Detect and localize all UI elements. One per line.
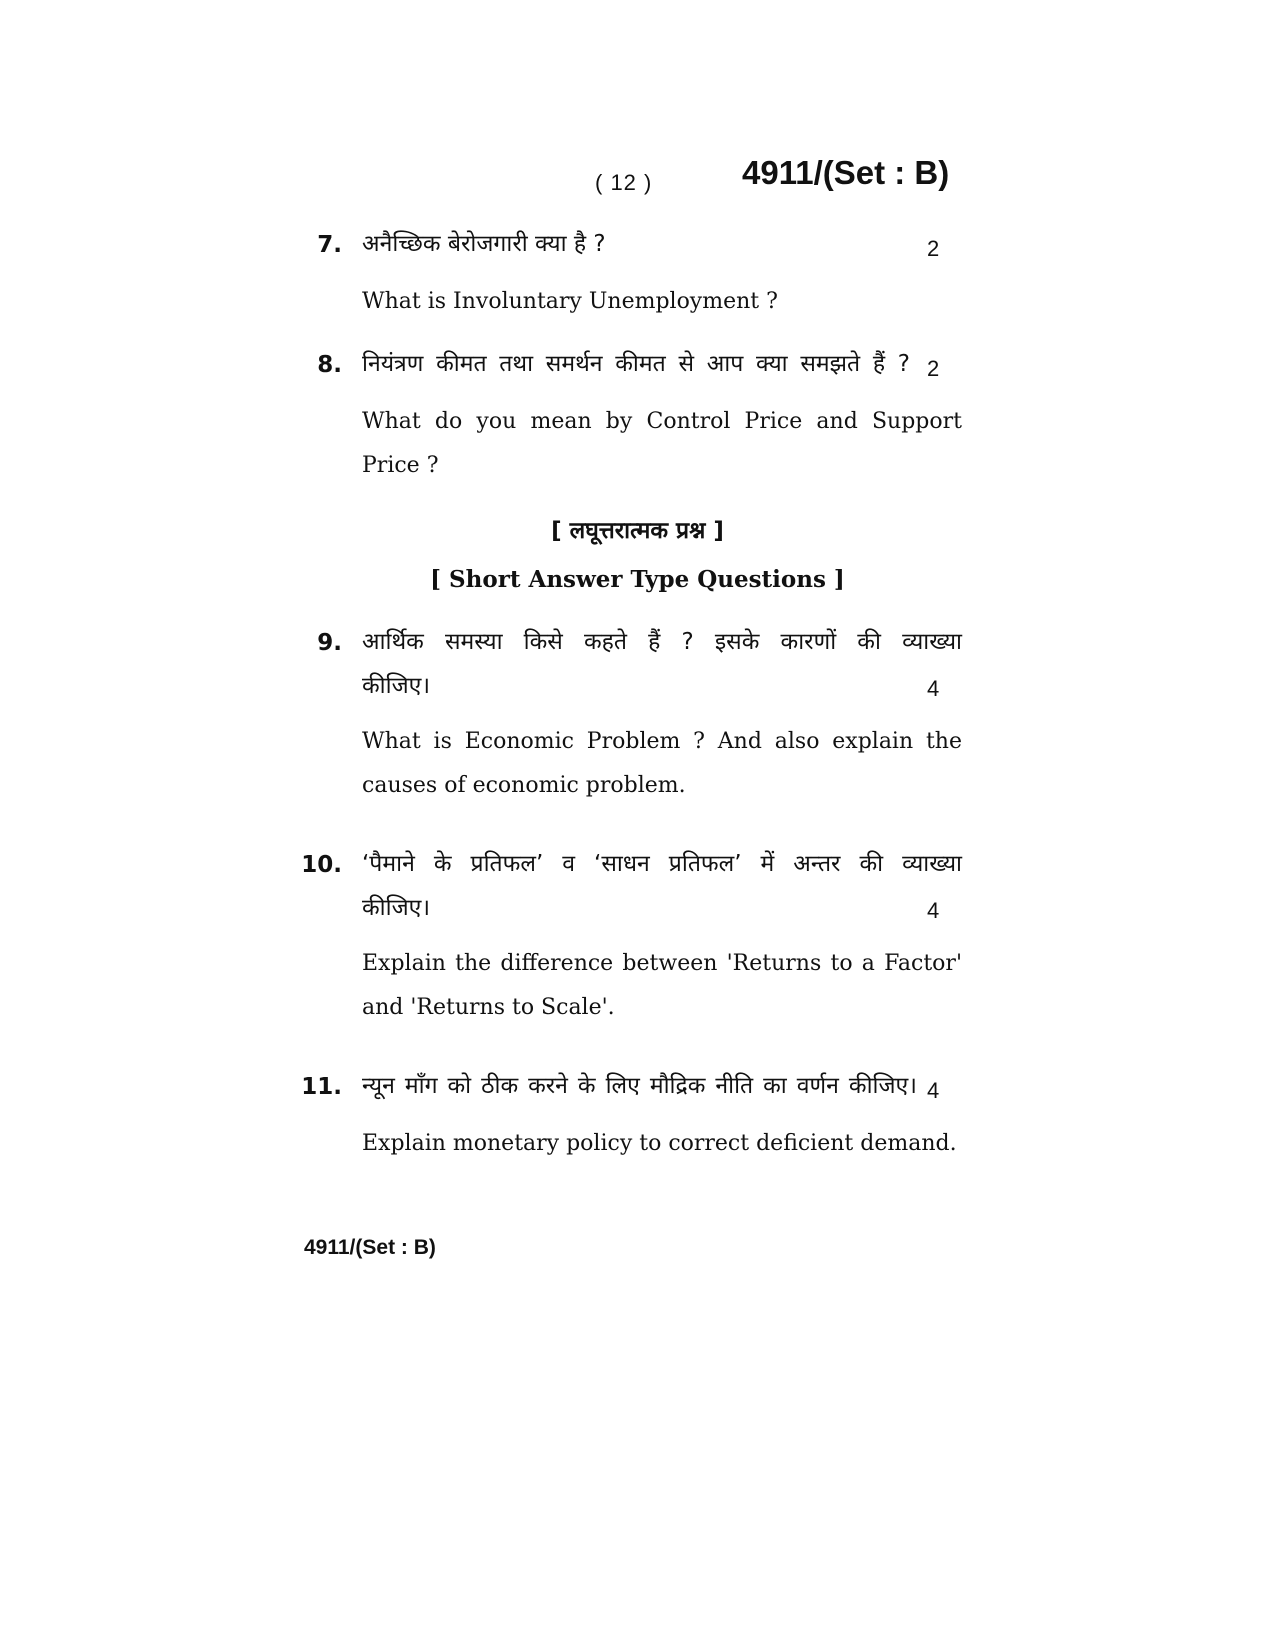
question-hindi-text: नियंत्रण कीमत तथा समर्थन कीमत से आप क्या समझते हैं ?: [362, 351, 910, 377]
question-number: 9.: [317, 630, 342, 656]
question-hindi-text: आर्थिक समस्या किसे कहते हैं ? इसके कारणों की व्याख्या: [362, 629, 962, 655]
question-number: 8.: [317, 352, 342, 378]
question-marks: 2: [927, 356, 940, 381]
question-hindi-text: ‘पैमाने के प्रतिफल’ व ‘साधन प्रतिफल’ में अन्तर की व्याख्या: [362, 851, 962, 877]
question-marks: 4: [927, 898, 940, 923]
question-english-text: Explain the difference between 'Returns to a Factor' and 'Returns to Scale'.: [362, 951, 962, 1020]
question-marks: 4: [927, 676, 940, 701]
question-marks: 2: [927, 236, 940, 261]
question-number: 10.: [301, 852, 342, 878]
question-hindi-text: अनैच्छिक बेरोजगारी क्या है ?: [362, 231, 606, 257]
question-english-text: What is Economic Problem ? And also explain the causes of economic problem.: [362, 729, 962, 798]
question-hindi-text-continued: कीजिए।: [362, 895, 431, 921]
question-english-text: What do you mean by Control Price and Support Price ?: [362, 409, 962, 478]
question-hindi-text: न्यून माँग को ठीक करने के लिए मौद्रिक नीति का वर्णन कीजिए।: [362, 1073, 917, 1099]
paper-code-footer: 4911/(Set : B): [304, 1236, 436, 1259]
question-number: 11.: [301, 1074, 342, 1100]
section-heading-english: [ Short Answer Type Questions ]: [430, 566, 845, 593]
paper-code-header: 4911/(Set : B): [742, 154, 950, 191]
question-english-text: Explain monetary policy to correct deficient demand.: [362, 1131, 957, 1156]
section-heading-hindi: [ लघूत्तरात्मक प्रश्न ]: [551, 518, 724, 544]
page-number: ( 12 ): [595, 170, 653, 195]
question-hindi-text-continued: कीजिए।: [362, 673, 431, 699]
question-marks: 4: [927, 1078, 940, 1103]
question-number: 7.: [317, 232, 342, 258]
question-english-text: What is Involuntary Unemployment ?: [362, 289, 778, 314]
